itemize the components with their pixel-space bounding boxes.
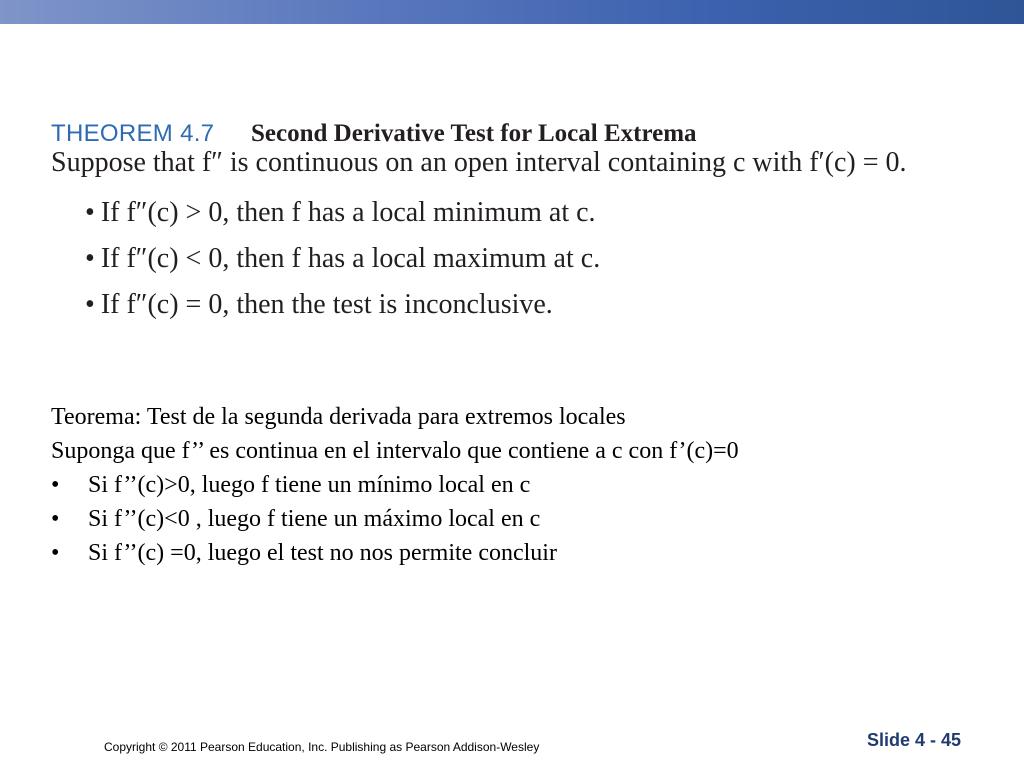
theorem-statement: Suppose that f″ is continuous on an open interval containing c with f′(c) = 0.: [51, 147, 907, 178]
theorem-title: Second Derivative Test for Local Extrema: [251, 120, 697, 147]
copyright-text: Copyright © 2011 Pearson Education, Inc. Publishing as Pearson Addison-Wesley: [104, 740, 540, 754]
bullet-icon: •: [85, 243, 95, 274]
spanish-bullet: [51, 536, 991, 570]
header-bar: [0, 0, 1024, 24]
theorem-box: [51, 114, 1001, 335]
spanish-translation: [51, 400, 991, 570]
bullet-icon: •: [85, 197, 95, 228]
spanish-bullet-text: Si f’’(c) =0, luego el test no nos permite concluir: [88, 540, 557, 566]
spanish-statement: Suponga que f’’ es continua en el intervalo que contiene a c con f’(c)=0: [51, 438, 739, 464]
bullet-icon: •: [85, 289, 95, 320]
bullet-icon: •: [51, 506, 60, 532]
theorem-bullet-text: If f″(c) > 0, then f has a local minimum at c.: [100, 197, 596, 228]
theorem-label: THEOREM 4.7: [51, 120, 215, 147]
spanish-title: Teorema: Test de la segunda derivada para extremos locales: [51, 404, 626, 430]
spanish-bullet-text: Si f’’(c)>0, luego f tiene un mínimo local en c: [88, 472, 531, 498]
theorem-bullet-text: If f″(c) = 0, then the test is inconclusive.: [100, 289, 553, 320]
bullet-icon: •: [51, 540, 60, 566]
theorem-bullet-text: If f″(c) < 0, then f has a local maximum at c.: [100, 243, 601, 274]
spanish-bullet: [51, 502, 991, 536]
theorem-bullet: [85, 197, 1001, 243]
bullet-icon: •: [51, 472, 60, 498]
slide-number: Slide 4 - 45: [867, 730, 962, 750]
theorem-bullet-list: [85, 197, 1001, 335]
spanish-bullet-text: Si f’’(c)<0 , luego f tiene un máximo local en c: [88, 506, 541, 532]
theorem-bullet: [85, 243, 1001, 289]
theorem-bullet: [85, 289, 1001, 335]
spanish-bullet: [51, 468, 991, 502]
